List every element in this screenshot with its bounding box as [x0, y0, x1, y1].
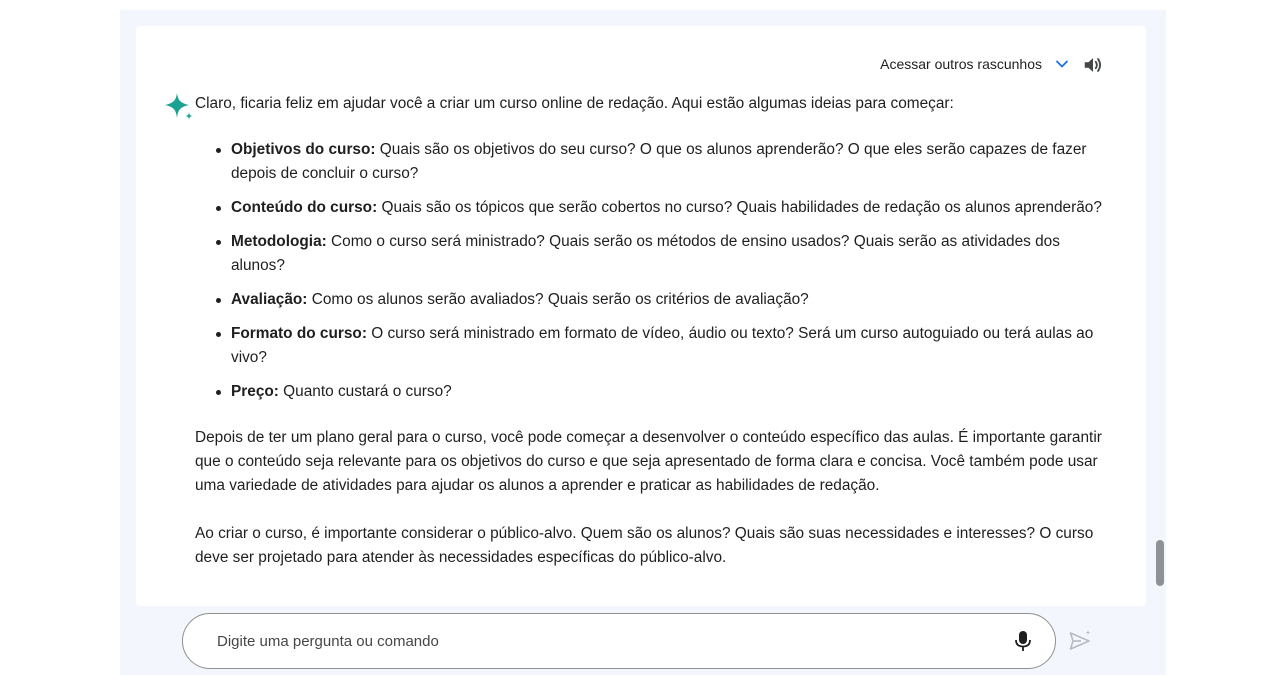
other-drafts-button[interactable] [880, 56, 1070, 72]
speaker-icon[interactable] [1082, 54, 1104, 76]
other-drafts-label: Acessar outros rascunhos [880, 56, 1042, 72]
chat-panel [120, 10, 1166, 675]
list-item-text: Quais são os objetivos do seu curso? O que os alunos aprenderão? O que eles serão capazes de fazer depois de concluir o curso? [231, 141, 1087, 182]
response-text [195, 92, 1115, 570]
response-paragraph: Depois de ter um plano geral para o curso, você pode começar a desenvolver o conteúdo específico das aulas. É importante garantir que o conteúdo seja relevante para os objetivos do curso e que seja apresentado de forma clara e concisa. Você também pode usar uma variedade de atividades para ajudar os alunos a aprender e praticar as habilidades de redação. [195, 429, 1102, 494]
list-item-title: Objetivos do curso: [231, 141, 376, 158]
list-item-text: Como o curso será ministrado? Quais serão os métodos de ensino usados? Quais serão as atividades dos alunos? [231, 233, 1060, 274]
list-item [231, 322, 1115, 370]
chevron-down-icon [1054, 56, 1070, 72]
list-item-title: Preço: [231, 383, 279, 400]
list-item [231, 196, 1115, 220]
list-item-title: Avaliação: [231, 291, 308, 308]
list-item [231, 138, 1115, 186]
list-item-title: Metodologia: [231, 233, 327, 250]
list-item-text: Quanto custará o curso? [278, 383, 452, 400]
response-intro: Claro, ficaria feliz em ajudar você a criar um curso online de redação. Aqui estão algumas ideias para começar: [195, 95, 954, 112]
sparkle-icon [164, 92, 194, 122]
send-icon[interactable] [1068, 629, 1092, 653]
list-item-title: Conteúdo do curso: [231, 199, 378, 216]
list-item-text: O curso será ministrado em formato de vídeo, áudio ou texto? Será um curso autoguiado ou terá aulas ao vivo? [231, 325, 1094, 366]
prompt-input[interactable] [215, 632, 1013, 651]
microphone-icon[interactable] [1013, 630, 1033, 652]
list-item-title: Formato do curso: [231, 325, 367, 342]
list-item [231, 380, 1115, 404]
list-item [231, 230, 1115, 278]
response-card [136, 26, 1146, 606]
prompt-input-container [182, 613, 1056, 669]
list-item-text: Quais são os tópicos que serão cobertos no curso? Quais habilidades de redação os alunos aprenderão? [377, 199, 1102, 216]
response-paragraph: Ao criar o curso, é importante considerar o público-alvo. Quem são os alunos? Quais são suas necessidades e interesses? O curso deve ser projetado para atender às necessidades específicas do público-alvo. [195, 525, 1094, 566]
scrollbar-thumb[interactable] [1156, 540, 1164, 586]
list-item-text: Como os alunos serão avaliados? Quais serão os critérios de avaliação? [307, 291, 809, 308]
list-item [231, 288, 1115, 312]
ideas-list [195, 138, 1115, 404]
